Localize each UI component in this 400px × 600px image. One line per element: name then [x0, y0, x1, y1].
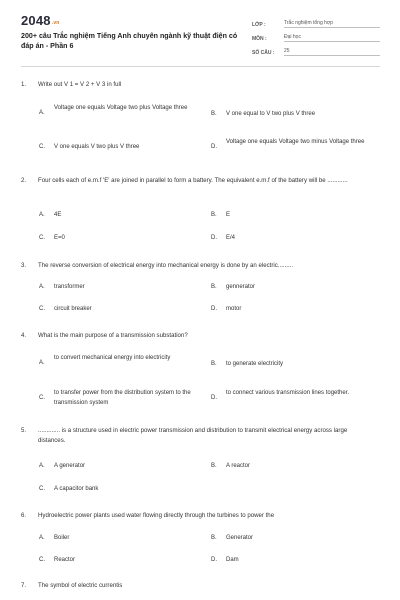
question-text: Four cells each of e.m.f 'E' are joined in parallel to form a battery. The equivalent e.m.f of the battery will be ............: [38, 177, 348, 184]
option-text: V one equals V two plus V three: [54, 144, 140, 150]
option-letter: B.: [211, 284, 217, 290]
question-text: ............. is a structure used in electric power transmission and distribution to transmit electrical energy across large distances.: [38, 427, 348, 444]
question-number: 6.: [21, 512, 27, 519]
option-letter: B.: [211, 111, 217, 117]
option-text: E=0: [54, 235, 65, 241]
option-letter: D.: [211, 557, 217, 563]
document-title: 200+ câu Trắc nghiệm Tiếng Anh chuyên ngành kỹ thuật điện có đáp án - Phần 6: [21, 32, 238, 50]
option-letter: A.: [39, 212, 45, 218]
option-letter: C.: [39, 235, 45, 241]
meta-label: MÔN :: [252, 36, 267, 42]
site-logo[interactable]: [21, 13, 60, 28]
option-text: 4E: [54, 212, 62, 218]
meta-row-count: [252, 44, 380, 56]
option-text: A capacitor bank: [54, 486, 99, 492]
question-number: 4.: [21, 332, 27, 339]
meta-row-class: [252, 16, 380, 28]
option-letter: C.: [39, 144, 45, 150]
option-letter: B.: [211, 361, 217, 367]
logo-suffix: .vn: [51, 20, 60, 26]
option-text: E/4: [226, 235, 236, 241]
question-number: 7.: [21, 582, 27, 589]
question-text: The reverse conversion of electrical energy into mechanical energy is done by an electric.........: [38, 262, 294, 269]
option-text: Voltage one equals Voltage two minus Voltage three: [226, 139, 365, 145]
option-letter: B.: [211, 463, 217, 469]
meta-row-subject: [252, 30, 380, 42]
question-number: 2.: [21, 177, 27, 184]
option-letter: A.: [39, 535, 45, 541]
question-text: The symbol of electric currentis: [38, 582, 123, 589]
option-letter: A.: [39, 463, 45, 469]
option-text: transformer: [54, 284, 85, 290]
option-letter: B.: [211, 212, 217, 218]
header-divider: [21, 66, 380, 67]
option-letter: C.: [39, 306, 45, 312]
option-letter: D.: [211, 395, 217, 401]
option-text: to convert mechanical energy into electricity: [54, 355, 171, 361]
document-meta: [252, 16, 380, 58]
option-text: A generator: [54, 463, 86, 469]
option-text: gennerator: [226, 284, 256, 290]
question-text: What is the main purpose of a transmission substation?: [38, 332, 188, 339]
option-text: A reactor: [226, 463, 251, 469]
meta-label: SỐ CÂU :: [252, 50, 275, 56]
option-letter: D.: [211, 306, 217, 312]
question-number: 5.: [21, 427, 27, 434]
option-text: to generate electricity: [226, 361, 284, 367]
meta-value: Trắc nghiệm tổng hợp: [284, 20, 380, 28]
option-text: circuit breaker: [54, 306, 92, 312]
option-letter: D.: [211, 235, 217, 241]
option-letter: C.: [39, 557, 45, 563]
option-text: Dam: [226, 557, 239, 563]
option-text: to transfer power from the distribution system to the transmission system: [54, 390, 191, 406]
option-text: V one equal to V two plus V three: [226, 111, 316, 117]
option-text: Boiler: [54, 535, 70, 541]
option-text: Voltage one equals Voltage two plus Voltage three: [54, 105, 188, 111]
option-letter: B.: [211, 535, 217, 541]
meta-value: Đại học: [284, 34, 380, 42]
meta-value: 25: [284, 48, 380, 56]
question-text: Write out V 1 = V 2 + V 3 in full: [38, 81, 122, 88]
option-text: E: [226, 212, 231, 218]
option-letter: A.: [39, 284, 45, 290]
option-text: Generator: [226, 535, 254, 541]
question-number: 1.: [21, 81, 27, 88]
option-letter: A.: [39, 110, 45, 116]
question-text: Hydroelectric power plants used water flowing directly through the turbines to power the: [38, 512, 275, 519]
question-number: 3.: [21, 262, 27, 269]
meta-label: LỚP :: [252, 22, 266, 28]
option-text: Reactor: [54, 557, 76, 563]
option-letter: C.: [39, 486, 45, 492]
option-letter: D.: [211, 144, 217, 150]
option-letter: C.: [39, 395, 45, 401]
logo-text: 2048: [21, 13, 51, 28]
option-letter: A.: [39, 360, 45, 366]
option-text: to connect various transmission lines together.: [226, 390, 350, 396]
option-text: motor: [226, 306, 242, 312]
